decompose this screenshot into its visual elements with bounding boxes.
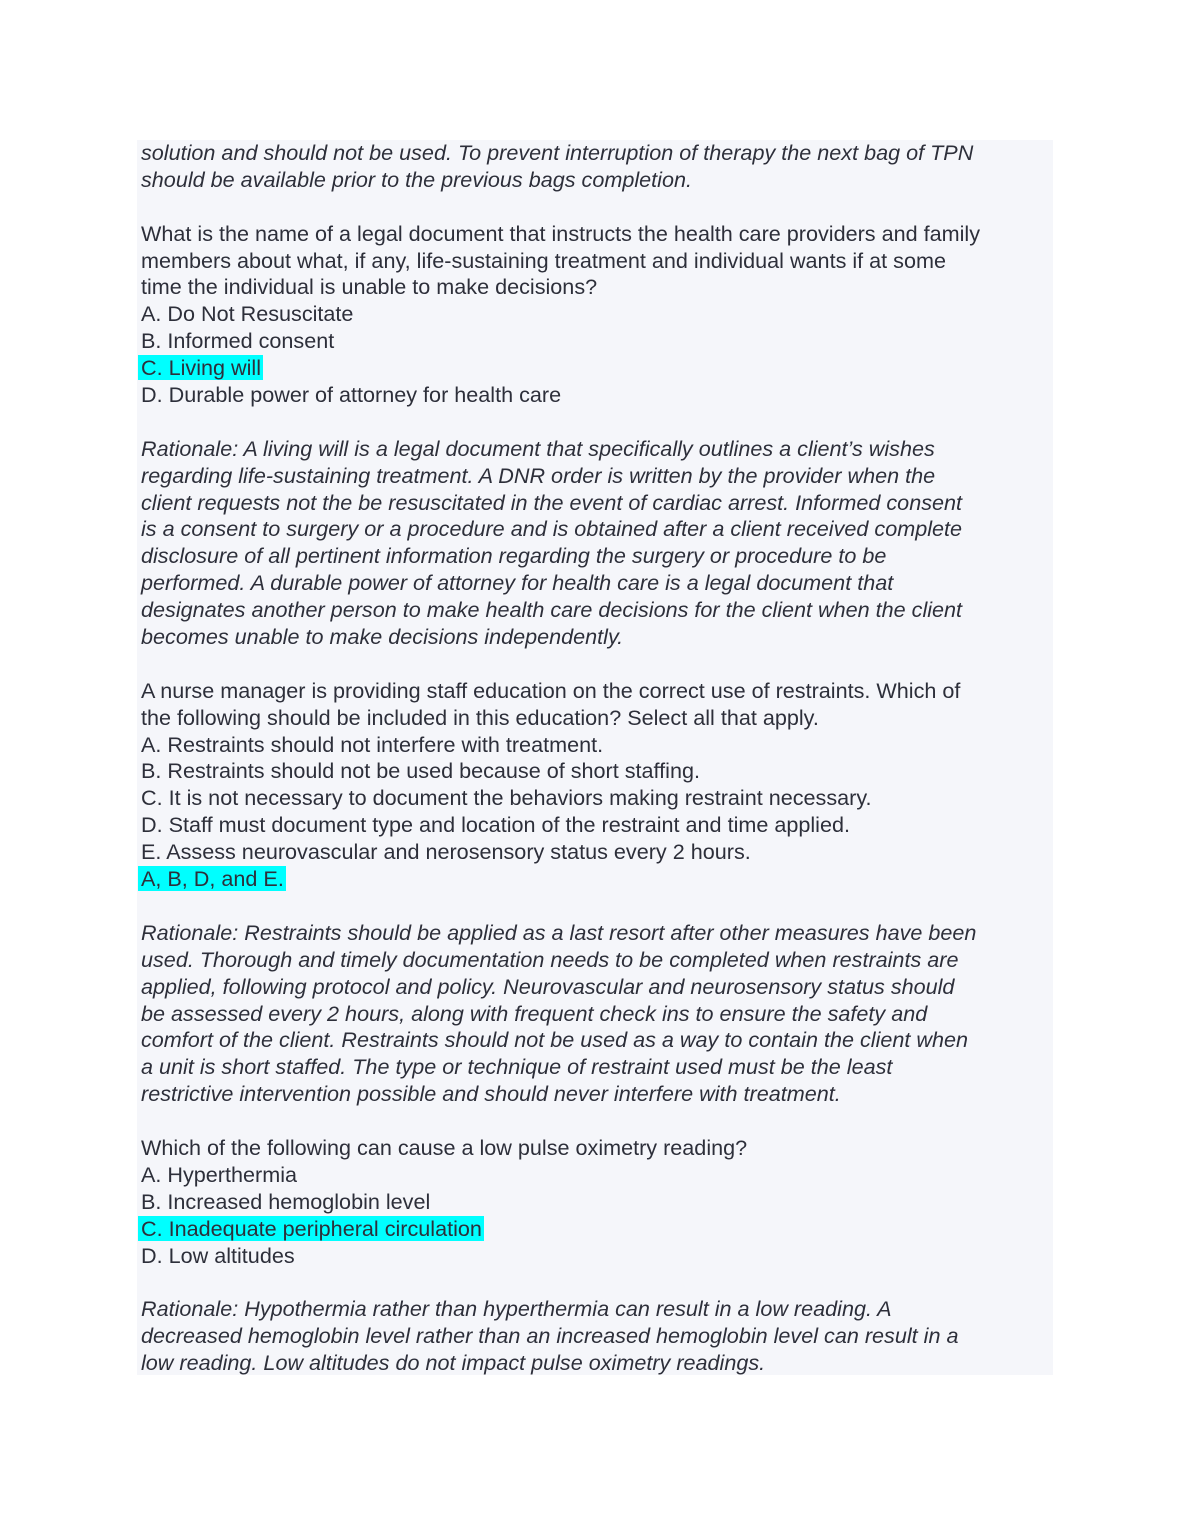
option-b: B. Increased hemoglobin level — [141, 1188, 431, 1214]
option-a: A. Hyperthermia — [141, 1161, 298, 1187]
rationale-line: solution and should not be used. To prevent interruption of therapy the next bag of TPN — [141, 140, 974, 165]
answer-highlighted: A, B, D, and E. — [138, 866, 286, 891]
rationale-line: applied, following protocol and policy. Neurovascular and neurosensory status should — [141, 973, 955, 999]
previous-rationale — [141, 140, 980, 194]
option-c-correct-highlighted: C. Living will — [138, 355, 263, 380]
option-c-correct-highlighted: C. Inadequate peripheral circulation — [138, 1216, 484, 1241]
question-text: Which of the following can cause a low pulse oximetry reading? — [141, 1134, 748, 1160]
rationale-line: comfort of the client. Restraints should not be used as a way to contain the client when — [141, 1027, 969, 1053]
question-text: What is the name of a legal document that instructs the health care providers and family — [141, 220, 980, 246]
rationale-line: becomes unable to make decisions independently. — [141, 624, 624, 650]
rationale-line: regarding life-sustaining treatment. A DNR order is written by the provider when the — [141, 462, 936, 488]
rationale-line: restrictive intervention possible and should never interfere with treatment. — [141, 1081, 841, 1107]
question-text: A nurse manager is providing staff education on the correct use of restraints. Which of — [141, 677, 961, 703]
rationale-line: should be available prior to the previous bags completion. — [141, 166, 692, 192]
option-d: D. Low altitudes — [141, 1242, 295, 1268]
question-3 — [141, 1135, 980, 1377]
option-d: D. Durable power of attorney for health care — [141, 382, 562, 408]
rationale-line: a unit is short staffed. The type or technique of restraint used must be the least — [141, 1054, 893, 1080]
option-b: B. Informed consent — [141, 328, 335, 354]
option-e: E. Assess neurovascular and nerosensory status every 2 hours. — [141, 839, 751, 865]
rationale-line: decreased hemoglobin level rather than an increased hemoglobin level can result in a — [141, 1323, 959, 1349]
option-d: D. Staff must document type and location of the restraint and time applied. — [141, 812, 850, 838]
question-text: members about what, if any, life-sustaining treatment and individual wants if at some — [141, 247, 946, 273]
rationale-line: Rationale: Restraints should be applied as a last resort after other measures have been — [141, 919, 977, 945]
question-text: time the individual is unable to make decisions? — [141, 274, 598, 300]
rationale-line: client requests not the be resuscitated in the event of cardiac arrest. Informed consent — [141, 489, 963, 515]
rationale-line: used. Thorough and timely documentation needs to be completed when restraints are — [141, 946, 959, 972]
option-b: B. Restraints should not be used because of short staffing. — [141, 758, 700, 784]
option-a: A. Restraints should not interfere with treatment. — [141, 731, 604, 757]
rationale-line: designates another person to make health care decisions for the client when the client — [141, 597, 963, 623]
rationale-line: disclosure of all pertinent information regarding the surgery or procedure to be — [141, 543, 887, 569]
question-2 — [141, 678, 980, 1108]
question-text: the following should be included in this education? Select all that apply. — [141, 704, 819, 730]
rationale-line: be assessed every 2 hours, along with frequent check ins to ensure the safety and — [141, 1000, 928, 1026]
rationale-line: performed. A durable power of attorney for health care is a legal document that — [141, 570, 894, 596]
rationale-line: low reading. Low altitudes do not impact pulse oximetry readings. — [141, 1350, 766, 1376]
option-a: A. Do Not Resuscitate — [141, 301, 354, 327]
document-body — [141, 140, 980, 1377]
option-c: C. It is not necessary to document the behaviors making restraint necessary. — [141, 785, 872, 811]
rationale-line: is a consent to surgery or a procedure and is obtained after a client received complete — [141, 516, 963, 542]
rationale-line: Rationale: A living will is a legal document that specifically outlines a client’s wishes — [141, 435, 935, 461]
rationale-line: Rationale: Hypothermia rather than hyperthermia can result in a low reading. A — [141, 1296, 892, 1322]
question-1 — [141, 221, 980, 651]
